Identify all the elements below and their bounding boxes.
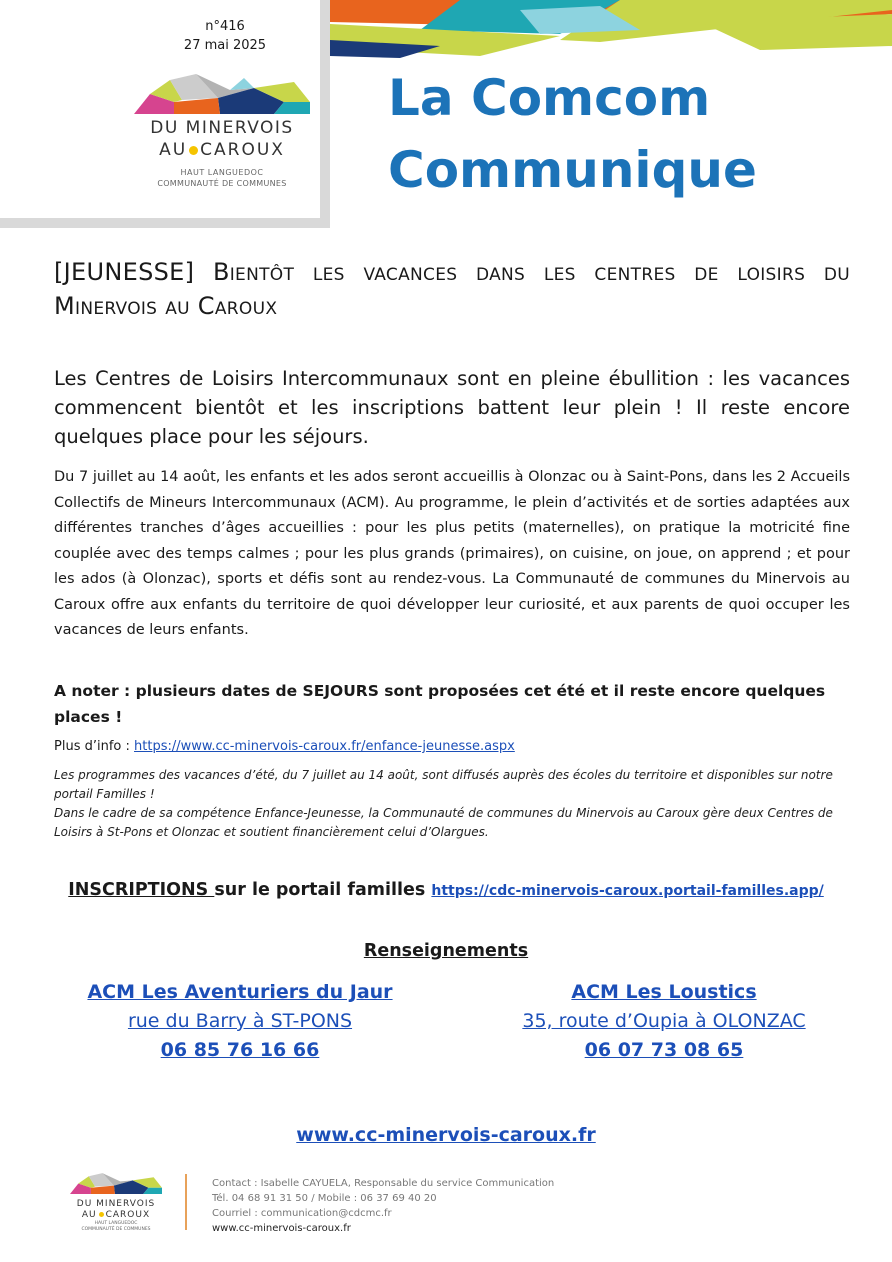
portail-familles-link[interactable]: https://cdc-minervois-caroux.portail-familles.app/ [431,883,824,899]
footer-phones: Tél. 04 68 91 31 50 / Mobile : 06 37 69 40 20 [212,1193,437,1204]
article-note: A noter : plusieurs dates de SEJOURS sont proposées cet été et il reste encore quelques places ! [54,682,826,726]
masthead-title-line2: Communique [388,141,757,199]
footer-contact: Contact : Isabelle CAYUELA, Responsable du service Communication [212,1178,555,1189]
issue-date: 27 mai 2025 [183,38,267,53]
italic-note [54,766,850,842]
contact-card-st-pons [50,978,430,1065]
article-headline: [JEUNESSE] Bientôt les vacances dans les centres de loisirs du Minervois au Caroux [54,258,850,320]
footer-logo-line1: DU MINERVOIS [76,1199,156,1209]
footer-website[interactable]: www.cc-minervois-caroux.fr [212,1223,351,1234]
contact-address[interactable]: rue du Barry à ST-PONS [127,1010,353,1032]
footer-email[interactable]: Courriel : communication@cdcmc.fr [212,1208,392,1219]
more-info-link[interactable]: https://www.cc-minervois-caroux.fr/enfance-jeunesse.aspx [134,739,515,754]
contact-card-olonzac [474,978,854,1065]
contact-address[interactable]: 35, route d’Oupia à OLONZAC [522,1010,806,1032]
more-info-label: Plus d’info : [54,739,135,754]
article-body: Du 7 juillet au 14 août, les enfants et les ados seront accueillis à Olonzac ou à Saint-Pons, dans les 2 Accueils Collectifs de Mineurs Intercommunaux (ACM). Au programme, le plein d’activités et de sorties adaptées aux différentes tranches d’âges accueillies : pour les plus petits (maternelles), on pratique la motricité fine couplée avec des temps calmes ; pour les plus grands (primaires), on cuisine, on joue, on apprend ; et pour les ados (à Olonzac), sports et défis sont au rendez-vous. La Communauté de communes du Minervois au Caroux offre aux enfants du territoire de quoi développer leur curiosité, et aux parents de quoi occuper les vacances de leurs enfants. [54,469,850,638]
footer-logo [70,1172,162,1233]
logo-subtitle-type: COMMUNAUTÉ DE COMMUNES [157,179,287,188]
logo-subtitle-region: HAUT LANGUEDOC [180,168,264,177]
italic-note-competence: Dans le cadre de sa compétence Enfance-Jeunesse, la Communauté de communes du Minervois au Caroux gère deux Centres de Loisirs à St-Pons et Olonzac et soutient financièrement celui d’Olargues. [54,806,833,839]
mountain-logo-icon [134,72,310,114]
renseignements-title: Renseignements [363,941,529,961]
footer-contact-block [212,1176,554,1236]
contact-phone[interactable]: 06 85 76 16 66 [160,1039,320,1061]
contact-name[interactable]: ACM Les Aventuriers du Jaur [87,981,393,1003]
more-info-line [54,737,850,757]
logo-text-line1: DU MINERVOIS [150,118,294,138]
inscriptions-text: sur le portail familles [214,880,432,900]
issue-number: n°416 [205,19,245,34]
footer-logo-sub1: HAUT LANGUEDOC [94,1221,138,1226]
sun-dot-icon [189,146,198,155]
footer-logo-sub2: COMMUNAUTÉ DE COMMUNES [81,1227,151,1232]
inscriptions-line [0,880,892,900]
masthead-title-line1: La Comcom [388,69,711,127]
footer-divider [185,1174,187,1230]
footer-logo-line2: AU CAROUX [81,1210,151,1220]
website-link[interactable]: www.cc-minervois-caroux.fr [296,1124,596,1146]
sun-dot-icon [99,1212,104,1217]
italic-note-programmes: Les programmes des vacances d’été, du 7 juillet au 14 août, sont diffusés auprès des écoles du territoire et disponibles sur notre portail Familles ! [54,768,833,801]
article-lead: Les Centres de Loisirs Intercommunaux sont en pleine ébullition : les vacances commencent bientôt et les inscriptions battent leur plein ! Il reste encore quelques place pour les séjours. [54,367,850,448]
inscriptions-label: INSCRIPTIONS [68,880,215,900]
contact-phone[interactable]: 06 07 73 08 65 [584,1039,744,1061]
contact-name[interactable]: ACM Les Loustics [571,981,757,1003]
logo-text-line2: AU CAROUX [159,140,285,160]
mountain-logo-icon [70,1172,162,1194]
